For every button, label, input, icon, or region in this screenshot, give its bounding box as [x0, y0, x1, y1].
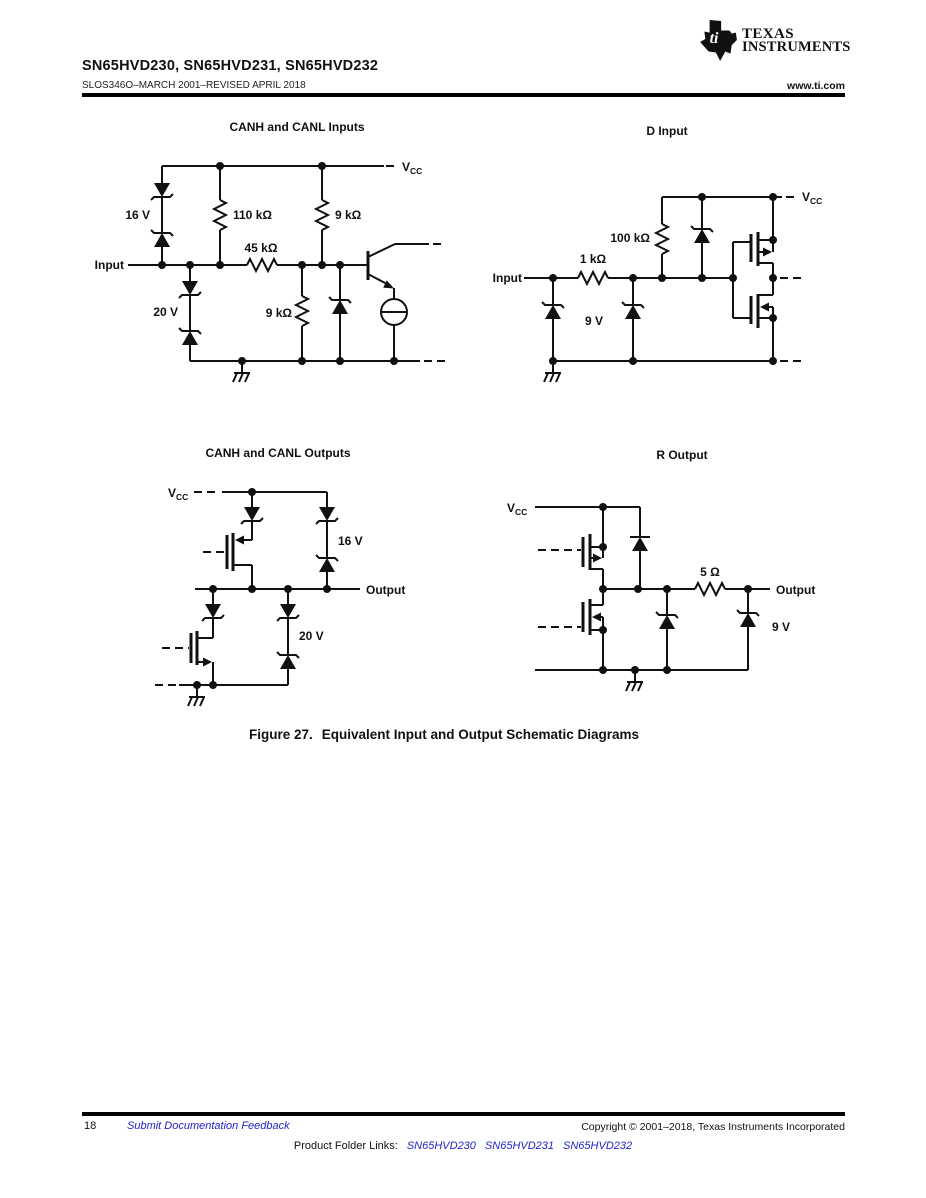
output-label: Output — [776, 583, 816, 597]
vcc-label: $V_{CC}$ — [507, 501, 528, 517]
title-canh-canl-outputs: CANH and CANL Outputs — [205, 446, 351, 460]
nmos-transistor — [162, 631, 213, 685]
nmos-transistor — [538, 589, 603, 670]
schematic-r-output — [480, 490, 880, 710]
label-20v: 20 V — [299, 629, 324, 643]
vcc-label: $V_{CC}$ — [402, 160, 423, 176]
product-link-sn65hvd230[interactable]: SN65HVD230 — [406, 1140, 476, 1152]
resistor-110k — [214, 166, 226, 265]
header-part-numbers: SN65HVD230, SN65HVD231, SN65HVD232 — [82, 58, 379, 74]
vcc-label: $V_{CC}$ — [802, 190, 823, 206]
ti-logo-line1: TEXAS — [742, 26, 795, 42]
label-9v: 9 V — [772, 620, 791, 634]
ti-monogram: ti — [709, 30, 719, 48]
pmos-transistor — [751, 197, 773, 278]
zener-pair-20v — [179, 265, 201, 361]
diode-bottom-left — [202, 589, 224, 638]
product-link-sn65hvd231[interactable]: SN65HVD231 — [484, 1140, 555, 1152]
resistor-100k — [656, 197, 668, 278]
zener-9v-left — [542, 278, 564, 361]
title-r-output: R Output — [656, 448, 708, 462]
texas-state-icon — [698, 20, 738, 62]
label-9k-top: 9 kΩ — [335, 208, 362, 222]
resistor-9k-top — [316, 166, 328, 265]
resistor-45k — [247, 259, 277, 271]
npn-transistor — [368, 244, 446, 289]
resistor-1k — [578, 272, 608, 284]
input-label: Input — [492, 271, 522, 285]
footer-rule — [82, 1112, 845, 1116]
label-20v: 20 V — [153, 305, 178, 319]
figure-caption — [0, 727, 888, 742]
ti-logo — [698, 20, 851, 62]
pmos-transistor — [538, 507, 603, 589]
footer-copyright: Copyright © 2001–2018, Texas Instruments Incorporated — [581, 1121, 845, 1133]
label-9v: 9 V — [584, 314, 604, 328]
zener-to-vcc — [691, 197, 713, 278]
ti-logo-text — [742, 28, 851, 54]
submit-documentation-feedback-link[interactable]: Submit Documentation Feedback — [127, 1120, 290, 1132]
resistor-5ohm — [695, 583, 725, 595]
label-16v: 16 V — [125, 208, 150, 222]
label-45k: 45 kΩ — [244, 241, 278, 255]
input-label: Input — [94, 258, 124, 272]
label-1k: 1 kΩ — [579, 252, 607, 266]
footer-page-number: 18 — [84, 1120, 97, 1132]
label-100k: 100 kΩ — [610, 231, 650, 245]
diode-zener-16v — [316, 492, 338, 589]
vcc-label: $V_{CC}$ — [168, 486, 189, 502]
figure-number: Figure 27. — [248, 727, 313, 742]
resistor-9k-bottom — [296, 265, 308, 361]
product-folder-links — [0, 1140, 926, 1152]
header-website-link[interactable]: www.ti.com — [787, 80, 845, 92]
header-rule — [82, 93, 845, 97]
ti-logo-line2: INSTRUMENTS — [742, 39, 851, 55]
zener-mid — [656, 589, 678, 670]
clamp-zener — [329, 265, 351, 361]
zener-9v-right — [622, 278, 644, 361]
output-label: Output — [366, 583, 406, 597]
product-links-label: Product Folder Links: — [293, 1140, 398, 1152]
product-link-sn65hvd232[interactable]: SN65HVD232 — [563, 1140, 633, 1152]
diode-to-vcc — [630, 507, 650, 589]
label-110k: 110 kΩ — [233, 208, 272, 222]
zener-9v — [737, 589, 759, 670]
schematic-canh-canl-inputs — [80, 150, 460, 400]
label-16v: 16 V — [338, 534, 363, 548]
header-doc-code: SLOS346O–MARCH 2001–REVISED APRIL 2018 — [82, 80, 306, 91]
current-source — [381, 288, 407, 361]
label-5ohm: 5 Ω — [700, 565, 720, 579]
title-d-input: D Input — [646, 124, 688, 138]
zener-pair-16v — [151, 166, 173, 265]
diode-top-left — [241, 492, 263, 540]
title-canh-canl-inputs: CANH and CANL Inputs — [229, 120, 365, 134]
schematic-canh-canl-outputs — [100, 470, 490, 730]
pmos-transistor — [203, 533, 252, 589]
figure-title: Equivalent Input and Output Schematic Diagrams — [321, 727, 640, 742]
schematic-d-input — [470, 150, 870, 405]
label-9k-bottom: 9 kΩ — [265, 306, 292, 320]
diode-zener-20v — [277, 589, 299, 685]
